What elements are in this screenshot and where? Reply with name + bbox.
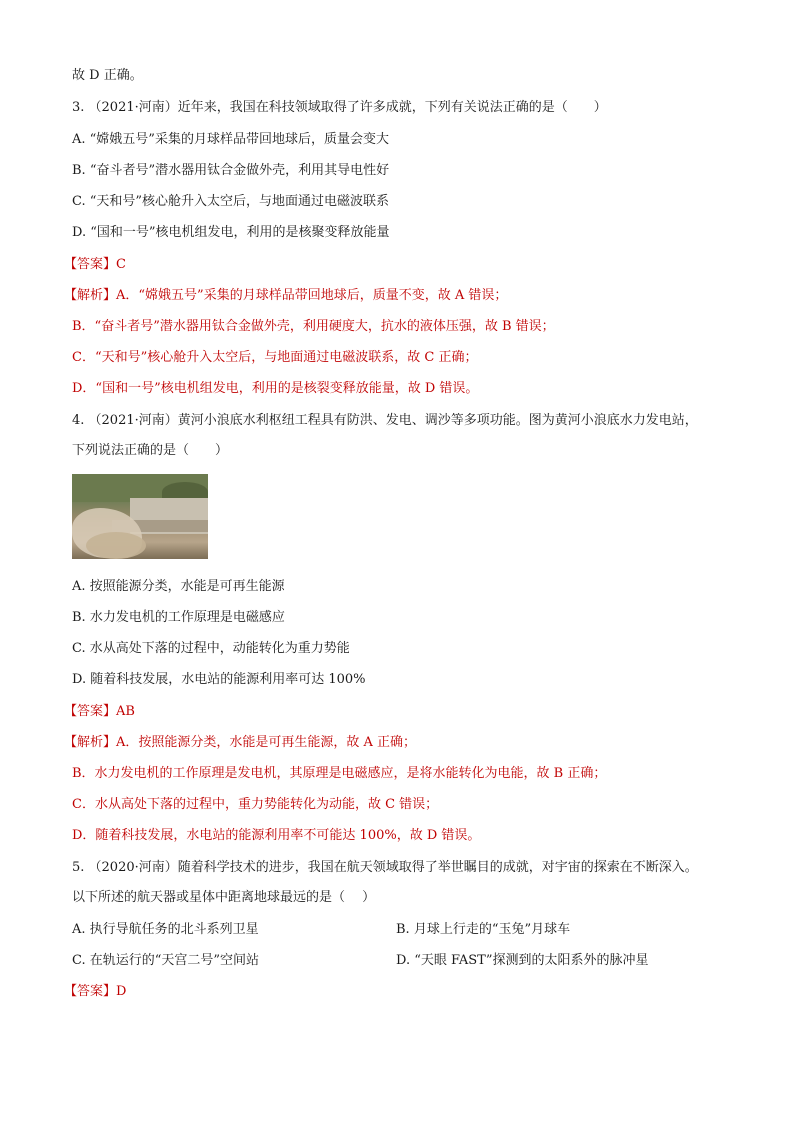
answer-tag: 【答案】 bbox=[64, 984, 117, 999]
prev-answer-conclusion: 故 D 正确。 bbox=[72, 68, 143, 83]
question-3-option-d: D. “国和一号”核电机组发电，利用的是核聚变释放能量 bbox=[72, 225, 390, 240]
question-4-stem-line2: 下列说法正确的是（ ） bbox=[72, 443, 229, 458]
question-4-analysis-c: C．水从高处下落的过程中，重力势能转化为动能，故 C 错误； bbox=[72, 797, 439, 812]
question-3-answer bbox=[64, 255, 126, 275]
question-3-option-c: C. “天和号”核心舱升入太空后，与地面通过电磁波联系 bbox=[72, 194, 390, 209]
question-4-analysis-b: B．水力发电机的工作原理是发电机，其原理是电磁感应，是将水能转化为电能，故 B 正确； bbox=[72, 766, 607, 781]
question-5-stem-line1: 5. （2020·河南）随着科学技术的进步，我国在航天领域取得了举世瞩目的成就，对宇宙的探索在不断深入。 bbox=[72, 860, 698, 875]
question-4-option-c: C. 水从高处下落的过程中，动能转化为重力势能 bbox=[72, 641, 350, 656]
question-5-option-a: A. 执行导航任务的北斗系列卫星 bbox=[72, 922, 259, 937]
question-3-option-b: B. “奋斗者号”潜水器用钛合金做外壳，利用其导电性好 bbox=[72, 163, 390, 178]
question-4-analysis-d: D．随着科技发展，水电站的能源利用率不可能达 100%，故 D 错误。 bbox=[72, 828, 481, 843]
question-4-analysis-a bbox=[64, 733, 416, 753]
question-3-analysis-d: D．“国和一号”核电机组发电，利用的是核裂变释放能量，故 D 错误。 bbox=[72, 381, 479, 396]
question-3-analysis-c: C．“天和号”核心舱升入太空后，与地面通过电磁波联系，故 C 正确； bbox=[72, 350, 478, 365]
answer-tag: 【答案】 bbox=[64, 257, 117, 272]
question-4-option-a: A. 按照能源分类，水能是可再生能源 bbox=[72, 579, 285, 594]
analysis-tag: 【解析】 bbox=[64, 735, 117, 750]
question-3-analysis-b: B．“奋斗者号”潜水器用钛合金做外壳，利用硬度大，抗水的液体压强，故 B 错误； bbox=[72, 319, 555, 334]
question-4-stem-line1: 4. （2021·河南）黄河小浪底水利枢纽工程具有防洪、发电、调沙等多项功能。图为黄河小浪底水力发电站， bbox=[72, 413, 698, 428]
answer-value: D bbox=[116, 984, 127, 999]
question-5-option-d: D. “天眼 FAST”探测到的太阳系外的脉冲星 bbox=[396, 953, 649, 968]
question-3-option-a: A. “嫦娥五号”采集的月球样品带回地球后，质量会变大 bbox=[72, 132, 389, 147]
xiaolangdi-hydropower-photo bbox=[72, 474, 208, 559]
analysis-tag: 【解析】 bbox=[64, 288, 117, 303]
answer-tag: 【答案】 bbox=[64, 704, 117, 719]
question-3-analysis-a bbox=[64, 286, 507, 306]
question-4-option-b: B. 水力发电机的工作原理是电磁感应 bbox=[72, 610, 285, 625]
question-5-option-b: B. 月球上行走的“玉兔”月球车 bbox=[396, 922, 571, 937]
question-5-answer bbox=[64, 982, 126, 1002]
analysis-text: A．按照能源分类，水能是可再生能源，故 A 正确； bbox=[116, 735, 417, 750]
answer-value: AB bbox=[116, 704, 135, 719]
question-5-option-c: C. 在轨运行的“天宫二号”空间站 bbox=[72, 953, 260, 968]
question-3-stem: 3. （2021·河南）近年来，我国在科技领域取得了许多成就，下列有关说法正确的是（ ） bbox=[72, 100, 607, 115]
analysis-text: A．“嫦娥五号”采集的月球样品带回地球后，质量不变，故 A 错误； bbox=[116, 288, 508, 303]
question-5-stem-line2: 以下所述的航天器或星体中距离地球最远的是（ ） bbox=[72, 890, 376, 905]
question-4-option-d: D. 随着科技发展，水电站的能源利用率可达 100% bbox=[72, 672, 366, 687]
question-4-answer bbox=[64, 702, 135, 722]
answer-value: C bbox=[116, 257, 126, 272]
